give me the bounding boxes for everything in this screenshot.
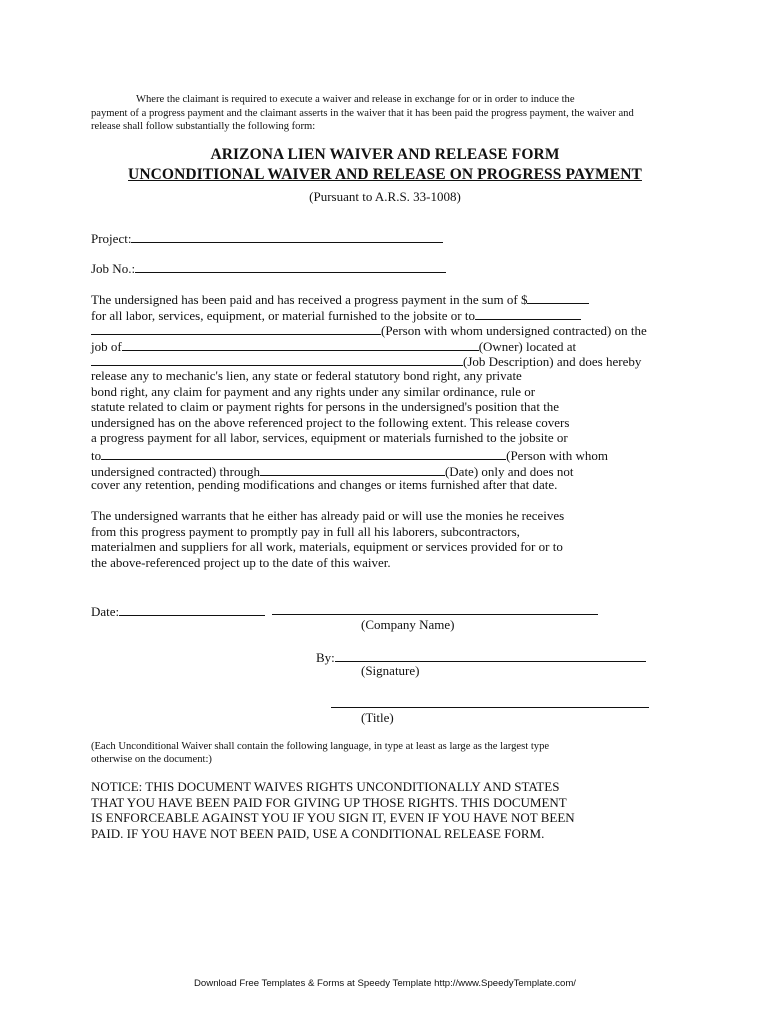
job-description-line[interactable] — [91, 352, 463, 366]
body-line-8: statute related to claim or payment rights for persons in the undersigned's position that the — [91, 399, 560, 415]
project-label: Project: — [91, 231, 132, 246]
notice-line-3: IS ENFORCEABLE AGAINST YOU IF YOU SIGN IT, EVEN IF YOU HAVE NOT BEEN — [91, 810, 575, 826]
owner-line[interactable] — [122, 337, 479, 351]
footer-credit: Download Free Templates & Forms at Speedy Template http://www.SpeedyTemplate.com/ — [194, 978, 576, 989]
statute-reference: (Pursuant to A.R.S. 33-1008) — [309, 189, 461, 204]
body-line-6: release any to mechanic's lien, any state or federal statutory bond right, any private — [91, 367, 522, 383]
body-line-3: (Person with whom undersigned contracted) on the — [381, 323, 647, 339]
company-name-caption: (Company Name) — [361, 617, 455, 632]
body-line-2: for all labor, services, equipment, or material furnished to the jobsite or to — [91, 307, 475, 323]
job-number-label: Job No.: — [91, 261, 136, 276]
note-line-1: (Each Unconditional Waiver shall contain the following language, in type at least as large as the largest type — [91, 741, 550, 752]
intro-line-2: payment of a progress payment and the claimant asserts in the waiver that it has been paid the progress payment, the waiver and — [91, 107, 634, 119]
title-line[interactable] — [331, 707, 649, 708]
body-line-12b: (Date) only and does not — [444, 463, 574, 479]
form-title: ARIZONA LIEN WAIVER AND RELEASE FORM — [210, 146, 560, 163]
body-line-10: a progress payment for all labor, services, equipment or materials furnished to the jobsite or — [91, 430, 568, 446]
warranty-line-4: the above-referenced project up to the date of this waiver. — [91, 554, 391, 570]
warranty-line-1: The undersigned warrants that he either has already paid or will use the monies he receives — [91, 508, 565, 523]
body-line-13: cover any retention, pending modifications and changes or items furnished after that date. — [91, 477, 558, 493]
date-input-line[interactable] — [119, 602, 265, 616]
signature-line[interactable] — [335, 648, 646, 662]
notice-line-1: NOTICE: THIS DOCUMENT WAIVES RIGHTS UNCONDITIONALLY AND STATES — [91, 779, 560, 794]
payment-amount-line[interactable] — [527, 290, 589, 304]
body-line-1: The undersigned has been paid and has received a progress payment in the sum of $ — [91, 292, 528, 307]
contractor-line-b[interactable] — [91, 321, 381, 335]
body-line-4b: (Owner) located at — [478, 338, 577, 354]
date-label: Date: — [91, 604, 120, 619]
title-caption: (Title) — [361, 710, 394, 725]
project-input-line[interactable] — [131, 229, 443, 243]
body-line-5: (Job Description) and does hereby — [463, 354, 642, 370]
intro-line-1: Where the claimant is required to execute a waiver and release in exchange for or in order to induce the — [136, 94, 575, 105]
warranty-line-2: from this progress payment to promptly pay in full all his laborers, subcontractors, — [91, 523, 520, 539]
form-subtitle: UNCONDITIONAL WAIVER AND RELEASE ON PROGRESS PAYMENT — [128, 166, 642, 183]
through-date-line[interactable] — [260, 462, 445, 476]
body-line-4a: job of — [91, 338, 122, 354]
body-line-11b: (Person with whom — [506, 447, 608, 463]
date-field — [91, 602, 265, 620]
job-number-input-line[interactable] — [135, 259, 446, 273]
body-line-9: undersigned has on the above referenced project to the following extent. This release covers — [91, 414, 570, 430]
signature-caption: (Signature) — [361, 663, 420, 678]
body-line-11a: to — [91, 447, 102, 463]
project-field — [91, 229, 443, 247]
type-size-note — [91, 740, 611, 766]
release-paragraph — [91, 290, 647, 493]
intro-line-3: release shall follow substantially the following form: — [91, 121, 316, 132]
note-line-2: otherwise on the document:) — [91, 754, 212, 765]
warranty-paragraph — [91, 508, 564, 570]
job-number-field — [91, 259, 446, 277]
contractor-line-a[interactable] — [475, 306, 581, 320]
intro-paragraph — [91, 93, 691, 134]
by-label: By: — [316, 650, 335, 665]
body-line-12a: undersigned contracted) through — [91, 463, 260, 479]
notice-line-4: PAID. IF YOU HAVE NOT BEEN PAID, USE A CONDITIONAL RELEASE FORM. — [91, 825, 545, 841]
warranty-line-3: materialmen and suppliers for all work, materials, equipment or services provided for or to — [91, 539, 563, 555]
company-name-line[interactable] — [272, 614, 598, 615]
person-with-whom-line[interactable] — [101, 446, 506, 460]
body-line-7: bond right, any claim for payment and any rights under any similar ordinance, rule or — [91, 383, 536, 399]
notice-line-2: THAT YOU HAVE BEEN PAID FOR GIVING UP THOSE RIGHTS. THIS DOCUMENT — [91, 794, 567, 810]
notice-block — [91, 779, 575, 841]
